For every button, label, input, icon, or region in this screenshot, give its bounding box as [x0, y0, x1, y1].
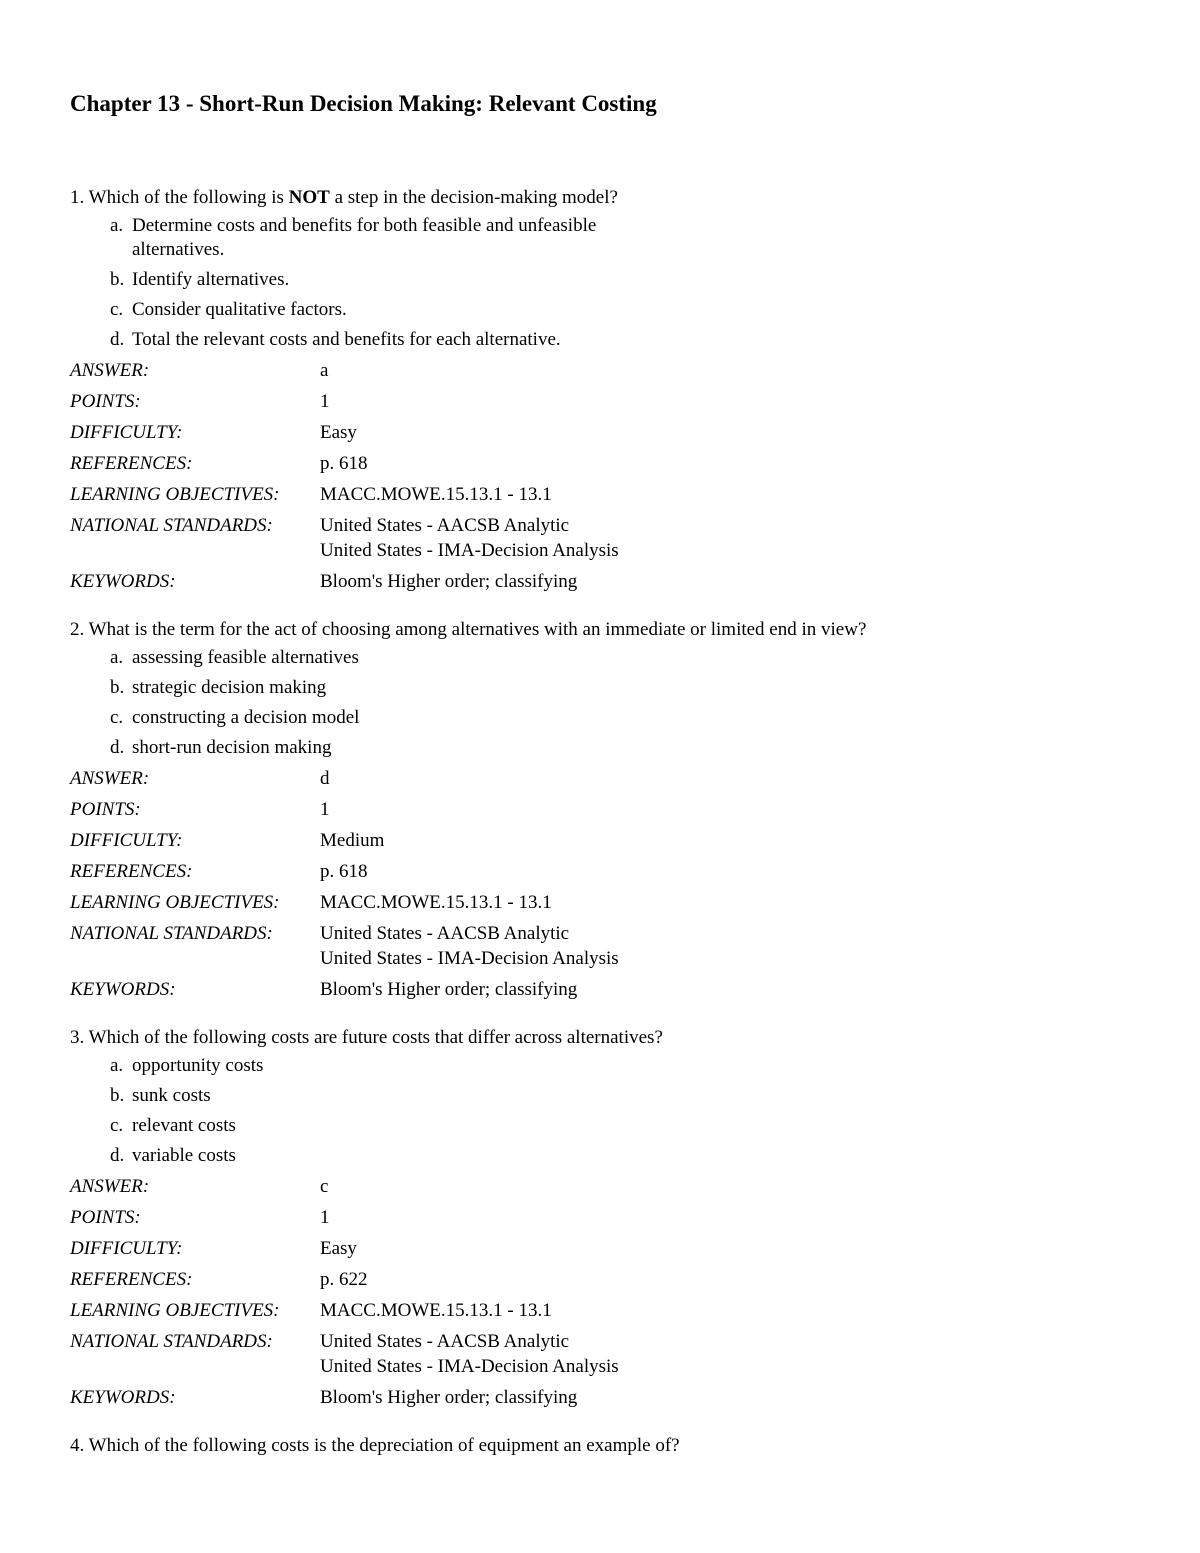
national-standards-value [320, 513, 1150, 563]
national-standards-value [320, 1329, 1150, 1379]
references-value: p. 618 [320, 861, 368, 882]
learning-objectives-value: MACC.MOWE.15.13.1 - 13.1 [320, 484, 552, 505]
keywords-label: KEYWORDS: [70, 1387, 176, 1408]
option-letter: c. [110, 1115, 124, 1136]
option-letter: d. [110, 737, 125, 758]
national-standard: United States - AACSB Analytic [320, 923, 570, 944]
references-value: p. 622 [320, 1269, 368, 1290]
option-b [110, 268, 1150, 292]
option-letter: b. [110, 269, 125, 290]
question-stem [70, 1432, 1150, 1460]
learning-objectives-label: LEARNING OBJECTIVES: [70, 892, 280, 913]
points-row [70, 1205, 1150, 1230]
question-stem-text: What is the term for the act of choosing among alternatives with an immediate or limited end in view? [88, 619, 867, 640]
option-b [110, 676, 1150, 700]
option-letter: b. [110, 677, 125, 698]
learning-objectives-value: MACC.MOWE.15.13.1 - 13.1 [320, 892, 552, 913]
option-letter: b. [110, 1085, 125, 1106]
option-c [110, 706, 1150, 730]
question-2 [70, 616, 1150, 1002]
answer-label: ANSWER: [70, 1176, 150, 1197]
learning-objectives-row [70, 1298, 1150, 1323]
national-standards-value [320, 921, 1150, 971]
question-stem-text: Which of the following costs is the depreciation of equipment an example of? [88, 1435, 680, 1456]
option-text: Identify alternatives. [132, 269, 290, 290]
question-number: 3. [70, 1027, 85, 1048]
answer-value: a [320, 360, 329, 381]
option-letter: a. [110, 1055, 124, 1076]
points-label: POINTS: [70, 1207, 141, 1228]
question-stem-emphasis: NOT [288, 187, 330, 208]
question-stem-text: Which of the following is [88, 187, 284, 208]
difficulty-row [70, 1236, 1150, 1261]
option-c [110, 1114, 1150, 1138]
points-value: 1 [320, 1207, 330, 1228]
option-list [70, 646, 1150, 760]
points-label: POINTS: [70, 799, 141, 820]
difficulty-value: Easy [320, 422, 357, 443]
option-a [110, 1054, 1150, 1078]
option-list [70, 214, 1150, 352]
question-number: 4. [70, 1435, 85, 1456]
option-text: Consider qualitative factors. [132, 299, 347, 320]
references-label: REFERENCES: [70, 1269, 193, 1290]
national-standard: United States - IMA-Decision Analysis [320, 948, 619, 969]
learning-objectives-row [70, 890, 1150, 915]
learning-objectives-row [70, 482, 1150, 507]
question-stem-text: Which of the following costs are future costs that differ across alternatives? [88, 1027, 663, 1048]
question-stem [70, 1024, 1150, 1052]
question-number: 1. [70, 187, 85, 208]
national-standards-row [70, 921, 1150, 971]
option-letter: d. [110, 1145, 125, 1166]
difficulty-value: Medium [320, 830, 385, 851]
difficulty-value: Easy [320, 1238, 357, 1259]
national-standards-row [70, 513, 1150, 563]
option-text: opportunity costs [132, 1055, 264, 1076]
question-stem [70, 616, 1150, 644]
option-text: constructing a decision model [132, 707, 360, 728]
learning-objectives-label: LEARNING OBJECTIVES: [70, 1300, 280, 1321]
answer-row [70, 1174, 1150, 1199]
option-letter: c. [110, 299, 124, 320]
option-b [110, 1084, 1150, 1108]
national-standards-label: NATIONAL STANDARDS: [70, 923, 273, 944]
national-standard: United States - AACSB Analytic [320, 515, 570, 536]
option-c [110, 298, 1150, 322]
question-1 [70, 184, 1150, 594]
national-standard: United States - AACSB Analytic [320, 1331, 570, 1352]
points-row [70, 389, 1150, 414]
option-a [110, 214, 1150, 262]
difficulty-row [70, 828, 1150, 853]
option-text: Determine costs and benefits for both feasible and unfeasible alternatives. [132, 215, 597, 260]
national-standard: United States - IMA-Decision Analysis [320, 540, 619, 561]
keywords-value: Bloom's Higher order; classifying [320, 1387, 578, 1408]
answer-row [70, 358, 1150, 383]
option-letter: a. [110, 215, 124, 236]
difficulty-label: DIFFICULTY: [70, 830, 183, 851]
option-text: sunk costs [132, 1085, 211, 1106]
references-row [70, 859, 1150, 884]
keywords-row [70, 977, 1150, 1002]
option-text: relevant costs [132, 1115, 236, 1136]
learning-objectives-value: MACC.MOWE.15.13.1 - 13.1 [320, 1300, 552, 1321]
option-text: Total the relevant costs and benefits for each alternative. [132, 329, 561, 350]
option-d [110, 1144, 1150, 1168]
answer-value: c [320, 1176, 329, 1197]
references-label: REFERENCES: [70, 861, 193, 882]
keywords-row [70, 569, 1150, 594]
points-value: 1 [320, 799, 330, 820]
keywords-value: Bloom's Higher order; classifying [320, 979, 578, 1000]
difficulty-label: DIFFICULTY: [70, 422, 183, 443]
option-text: variable costs [132, 1145, 236, 1166]
references-row [70, 1267, 1150, 1292]
option-d [110, 328, 1150, 352]
option-list [70, 1054, 1150, 1168]
difficulty-label: DIFFICULTY: [70, 1238, 183, 1259]
document-page [70, 88, 1150, 1482]
option-letter: d. [110, 329, 125, 350]
references-row [70, 451, 1150, 476]
option-text: short-run decision making [132, 737, 332, 758]
option-d [110, 736, 1150, 760]
points-label: POINTS: [70, 391, 141, 412]
answer-value: d [320, 768, 330, 789]
keywords-label: KEYWORDS: [70, 571, 176, 592]
answer-label: ANSWER: [70, 360, 150, 381]
national-standards-label: NATIONAL STANDARDS: [70, 1331, 273, 1352]
question-4 [70, 1432, 1150, 1460]
question-number: 2. [70, 619, 85, 640]
learning-objectives-label: LEARNING OBJECTIVES: [70, 484, 280, 505]
national-standard: United States - IMA-Decision Analysis [320, 1356, 619, 1377]
points-value: 1 [320, 391, 330, 412]
national-standards-row [70, 1329, 1150, 1379]
page-title: Chapter 13 - Short-Run Decision Making: Relevant Costing [70, 91, 657, 116]
keywords-row [70, 1385, 1150, 1410]
references-label: REFERENCES: [70, 453, 193, 474]
difficulty-row [70, 420, 1150, 445]
answer-row [70, 766, 1150, 791]
option-letter: a. [110, 647, 124, 668]
question-stem [70, 184, 1150, 212]
question-stem-text: a step in the decision-making model? [334, 187, 618, 208]
national-standards-label: NATIONAL STANDARDS: [70, 515, 273, 536]
question-3 [70, 1024, 1150, 1410]
references-value: p. 618 [320, 453, 368, 474]
option-letter: c. [110, 707, 124, 728]
option-a [110, 646, 1150, 670]
keywords-value: Bloom's Higher order; classifying [320, 571, 578, 592]
keywords-label: KEYWORDS: [70, 979, 176, 1000]
option-text: strategic decision making [132, 677, 327, 698]
points-row [70, 797, 1150, 822]
answer-label: ANSWER: [70, 768, 150, 789]
option-text: assessing feasible alternatives [132, 647, 359, 668]
